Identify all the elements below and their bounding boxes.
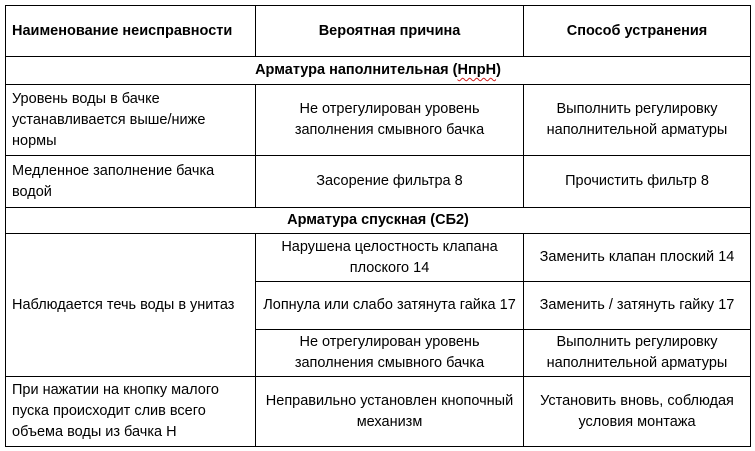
malfunction-cell: Наблюдается течь воды в унитаз — [6, 234, 256, 377]
malfunction-cell: Медленное заполнение бачка водой — [6, 156, 256, 208]
fix-cell: Заменить клапан плоский 14 — [524, 234, 751, 282]
fix-cell: Прочистить фильтр 8 — [524, 156, 751, 208]
fix-cell: Заменить / затянуть гайку 17 — [524, 282, 751, 330]
cause-cell: Неправильно установлен кнопочный механизм — [256, 377, 524, 447]
header-malfunction: Наименование неисправности — [6, 6, 256, 57]
cause-cell: Нарушена целостность клапана плоского 14 — [256, 234, 524, 282]
fix-cell: Выполнить регулировку наполнительной арматуры — [524, 85, 751, 156]
cause-cell: Засорение фильтра 8 — [256, 156, 524, 208]
malfunction-cell: Уровень воды в бачке устанавливается выше/ниже нормы — [6, 85, 256, 156]
section-title-suffix: ) — [496, 62, 501, 78]
table-row — [6, 377, 751, 447]
cause-cell: Не отрегулирован уровень заполнения смывного бачка — [256, 330, 524, 377]
section-title-prefix: Арматура наполнительная ( — [255, 62, 458, 78]
section-title-drain-valve: Арматура спускная (СБ2) — [6, 208, 751, 234]
malfunctions-table — [5, 5, 751, 447]
table-row — [6, 234, 751, 282]
header-cause: Вероятная причина — [256, 6, 524, 57]
table-row — [6, 156, 751, 208]
section-header-row — [6, 208, 751, 234]
cause-cell: Лопнула или слабо затянута гайка 17 — [256, 282, 524, 330]
section-title-code: НпрН — [457, 62, 497, 78]
section-header-row — [6, 57, 751, 85]
fix-cell: Установить вновь, соблюдая условия монтажа — [524, 377, 751, 447]
cause-cell: Не отрегулирован уровень заполнения смывного бачка — [256, 85, 524, 156]
table-row — [6, 85, 751, 156]
fix-cell: Выполнить регулировку наполнительной арматуры — [524, 330, 751, 377]
header-fix: Способ устранения — [524, 6, 751, 57]
section-title-filling-valve — [6, 57, 751, 85]
header-row — [6, 6, 751, 57]
malfunction-cell: При нажатии на кнопку малого пуска происходит слив всего объема воды из бачка Н — [6, 377, 256, 447]
